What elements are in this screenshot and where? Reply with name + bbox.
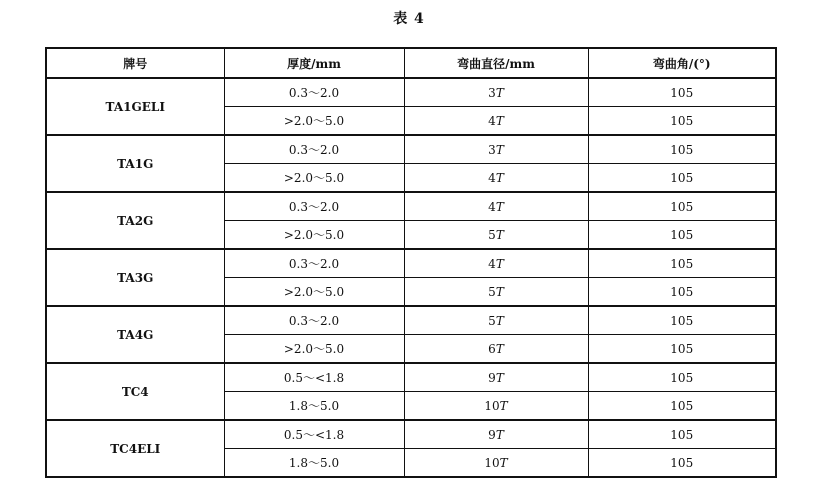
bend-angle-cell: 105 bbox=[588, 335, 776, 364]
bend-diameter-multiplier: 5 bbox=[488, 313, 496, 328]
thickness-cell: 1.8～5.0 bbox=[224, 392, 404, 421]
bend-diameter-cell bbox=[404, 392, 588, 421]
bend-diameter-multiplier: 5 bbox=[488, 227, 496, 242]
bend-diameter-cell bbox=[404, 135, 588, 164]
thickness-cell: 0.3～2.0 bbox=[224, 306, 404, 335]
bend-diameter-multiplier: 10 bbox=[484, 398, 500, 413]
bend-diameter-cell bbox=[404, 449, 588, 478]
bend-diameter-thickness-symbol: T bbox=[495, 113, 504, 128]
thickness-cell: 1.8～5.0 bbox=[224, 449, 404, 478]
thickness-cell: 0.3～2.0 bbox=[224, 135, 404, 164]
grade-cell: TC4 bbox=[46, 363, 224, 420]
bend-diameter-thickness-symbol: T bbox=[495, 142, 504, 157]
bend-diameter-thickness-symbol: T bbox=[499, 455, 508, 470]
bend-angle-cell: 105 bbox=[588, 278, 776, 307]
bend-diameter-thickness-symbol: T bbox=[495, 170, 504, 185]
table-row bbox=[46, 363, 776, 392]
bend-diameter-cell bbox=[404, 363, 588, 392]
bend-diameter-cell bbox=[404, 249, 588, 278]
table-body bbox=[46, 78, 776, 477]
bend-diameter-multiplier: 3 bbox=[488, 142, 496, 157]
bend-diameter-multiplier: 4 bbox=[488, 170, 496, 185]
bend-diameter-cell bbox=[404, 420, 588, 449]
bend-diameter-multiplier: 9 bbox=[488, 370, 496, 385]
bend-angle-cell: 105 bbox=[588, 363, 776, 392]
bend-angle-cell: 105 bbox=[588, 221, 776, 250]
bend-diameter-cell bbox=[404, 192, 588, 221]
bend-angle-cell: 105 bbox=[588, 420, 776, 449]
grade-cell: TA1GELI bbox=[46, 78, 224, 135]
table-row bbox=[46, 306, 776, 335]
bend-diameter-cell bbox=[404, 306, 588, 335]
table-row bbox=[46, 78, 776, 107]
bend-diameter-cell bbox=[404, 278, 588, 307]
table-row bbox=[46, 420, 776, 449]
bend-angle-cell: 105 bbox=[588, 164, 776, 193]
thickness-cell: 0.5～<1.8 bbox=[224, 420, 404, 449]
thickness-cell: >2.0～5.0 bbox=[224, 221, 404, 250]
bend-diameter-thickness-symbol: T bbox=[495, 313, 504, 328]
header-bend-angle: 弯曲角/(°) bbox=[588, 48, 776, 78]
thickness-cell: >2.0～5.0 bbox=[224, 335, 404, 364]
thickness-cell: 0.3～2.0 bbox=[224, 78, 404, 107]
grade-cell: TA2G bbox=[46, 192, 224, 249]
bend-diameter-thickness-symbol: T bbox=[495, 341, 504, 356]
thickness-cell: >2.0～5.0 bbox=[224, 107, 404, 136]
table-row bbox=[46, 249, 776, 278]
thickness-cell: 0.3～2.0 bbox=[224, 249, 404, 278]
header-bend-diameter: 弯曲直径/mm bbox=[404, 48, 588, 78]
bend-diameter-multiplier: 4 bbox=[488, 113, 496, 128]
bend-diameter-thickness-symbol: T bbox=[495, 199, 504, 214]
grade-cell: TA3G bbox=[46, 249, 224, 306]
bend-angle-cell: 105 bbox=[588, 249, 776, 278]
thickness-cell: 0.5～<1.8 bbox=[224, 363, 404, 392]
bend-diameter-thickness-symbol: T bbox=[499, 398, 508, 413]
bend-diameter-thickness-symbol: T bbox=[495, 427, 504, 442]
grade-cell: TA1G bbox=[46, 135, 224, 192]
bend-diameter-cell bbox=[404, 164, 588, 193]
grade-cell: TA4G bbox=[46, 306, 224, 363]
bend-diameter-thickness-symbol: T bbox=[495, 284, 504, 299]
bend-angle-cell: 105 bbox=[588, 306, 776, 335]
bend-diameter-cell bbox=[404, 107, 588, 136]
table-row bbox=[46, 192, 776, 221]
table-caption: 表 4 bbox=[393, 11, 425, 27]
bend-diameter-cell bbox=[404, 335, 588, 364]
header-grade: 牌号 bbox=[46, 48, 224, 78]
thickness-cell: >2.0～5.0 bbox=[224, 164, 404, 193]
bend-angle-cell: 105 bbox=[588, 392, 776, 421]
bend-angle-cell: 105 bbox=[588, 192, 776, 221]
table-header-row bbox=[46, 48, 776, 78]
bend-diameter-multiplier: 9 bbox=[488, 427, 496, 442]
bend-angle-cell: 105 bbox=[588, 449, 776, 478]
bend-angle-cell: 105 bbox=[588, 78, 776, 107]
bend-diameter-multiplier: 4 bbox=[488, 199, 496, 214]
bend-diameter-multiplier: 6 bbox=[488, 341, 496, 356]
bend-diameter-cell bbox=[404, 221, 588, 250]
bend-diameter-thickness-symbol: T bbox=[495, 370, 504, 385]
bend-diameter-multiplier: 4 bbox=[488, 256, 496, 271]
bend-diameter-thickness-symbol: T bbox=[495, 256, 504, 271]
thickness-cell: >2.0～5.0 bbox=[224, 278, 404, 307]
bend-diameter-thickness-symbol: T bbox=[495, 85, 504, 100]
bend-diameter-cell bbox=[404, 78, 588, 107]
bend-angle-cell: 105 bbox=[588, 135, 776, 164]
bend-diameter-multiplier: 10 bbox=[484, 455, 500, 470]
table-row bbox=[46, 135, 776, 164]
bend-diameter-multiplier: 3 bbox=[488, 85, 496, 100]
thickness-cell: 0.3～2.0 bbox=[224, 192, 404, 221]
bend-angle-cell: 105 bbox=[588, 107, 776, 136]
bend-test-table bbox=[45, 47, 777, 478]
bend-diameter-thickness-symbol: T bbox=[495, 227, 504, 242]
grade-cell: TC4ELI bbox=[46, 420, 224, 477]
header-thickness: 厚度/mm bbox=[224, 48, 404, 78]
bend-diameter-multiplier: 5 bbox=[488, 284, 496, 299]
